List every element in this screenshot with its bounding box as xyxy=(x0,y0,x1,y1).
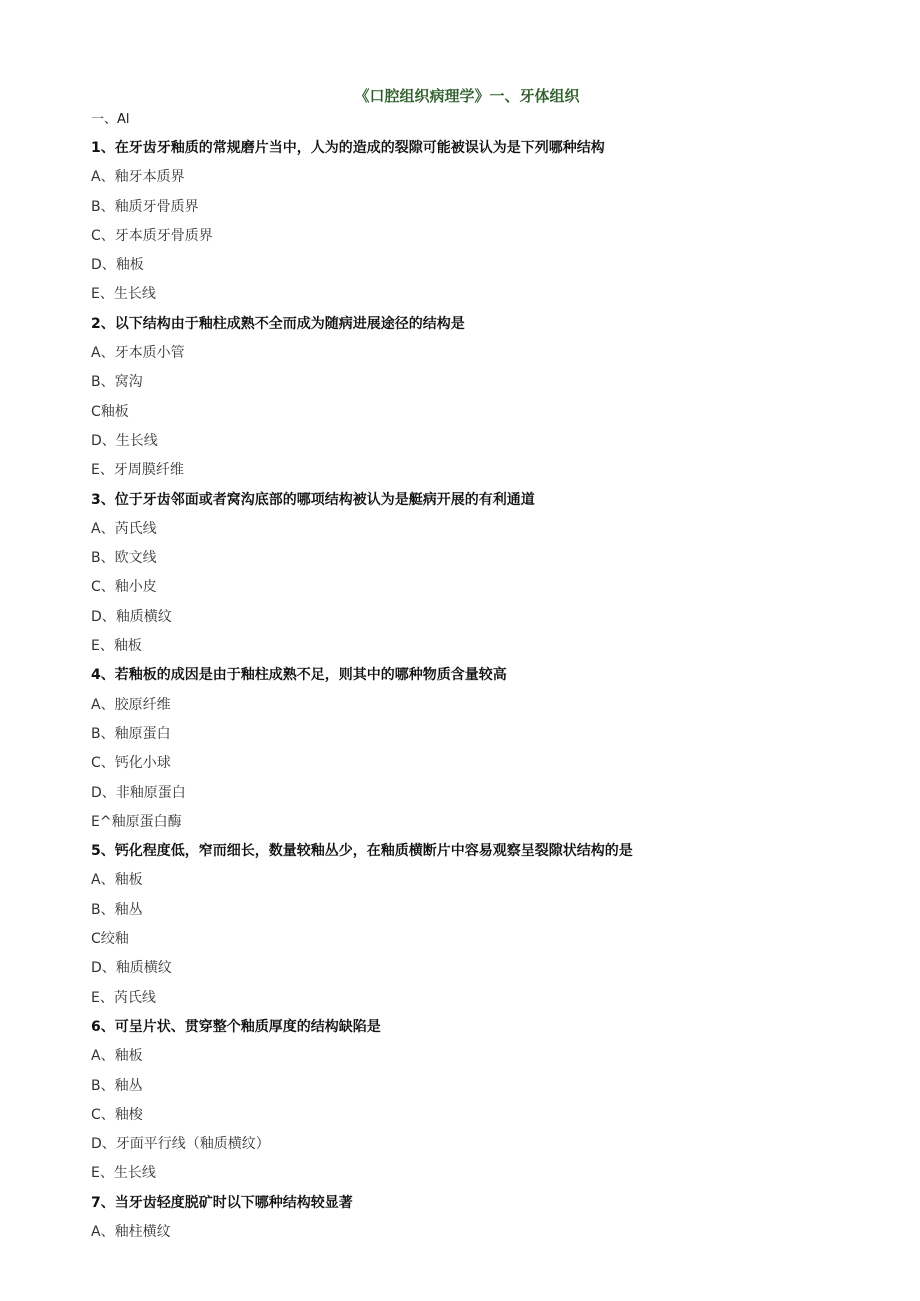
question-text: 7、当牙齿轻度脱矿时以下哪种结构较显著 xyxy=(91,1194,353,1211)
answer-option: E、生长线 xyxy=(91,286,156,303)
answer-option: D、牙面平行线（釉质横纹） xyxy=(91,1136,270,1153)
answer-option: B、釉丛 xyxy=(91,1077,143,1094)
answer-option: E、生长线 xyxy=(91,1165,156,1182)
answer-option: B、釉质牙骨质界 xyxy=(91,198,199,215)
question-text: 4、若釉板的成因是由于釉柱成熟不足，则其中的哪种物质含量较高 xyxy=(91,667,507,684)
answer-option: C绞釉 xyxy=(91,931,129,948)
answer-option: B、釉原蛋白 xyxy=(91,725,171,742)
answer-option: A、芮氏线 xyxy=(91,520,157,537)
answer-option: D、非釉原蛋白 xyxy=(91,784,186,801)
question-text: 3、位于牙齿邻面或者窝沟底部的哪项结构被认为是艇病开展的有利通道 xyxy=(91,491,535,508)
answer-option: C、牙本质牙骨质界 xyxy=(91,227,213,244)
answer-option: B、窝沟 xyxy=(91,374,143,391)
answer-option: A、釉板 xyxy=(91,1048,143,1065)
answer-option: C、釉小皮 xyxy=(91,579,157,596)
answer-option: A、釉柱横纹 xyxy=(91,1223,171,1240)
question-text: 2、以下结构由于釉柱成熟不全而成为随病进展途径的结构是 xyxy=(91,315,465,332)
answer-option: C、钙化小球 xyxy=(91,755,171,772)
document-title: 《口腔组织病理学》一、牙体组织 xyxy=(354,87,580,105)
answer-option: E、芮氏线 xyxy=(91,989,156,1006)
answer-option: C釉板 xyxy=(91,403,129,420)
answer-option: A、釉牙本质界 xyxy=(91,169,185,186)
answer-option: D、釉质横纹 xyxy=(91,608,172,625)
answer-option: C、釉梭 xyxy=(91,1106,143,1123)
answer-option: E、釉板 xyxy=(91,638,142,655)
answer-option: E^釉原蛋白酶 xyxy=(91,813,182,830)
answer-option: D、釉板 xyxy=(91,257,144,274)
answer-option: E、牙周膜纤维 xyxy=(91,462,184,479)
answer-option: A、牙本质小管 xyxy=(91,345,185,362)
answer-option: B、釉丛 xyxy=(91,901,143,918)
section-heading: 一、Al xyxy=(91,112,130,127)
answer-option: D、釉质横纹 xyxy=(91,960,172,977)
question-list xyxy=(91,137,891,1250)
answer-option: A、釉板 xyxy=(91,872,143,889)
answer-option: D、生长线 xyxy=(91,432,158,449)
question-text: 6、可呈片状、贯穿整个釉质厚度的结构缺陷是 xyxy=(91,1018,381,1035)
answer-option: B、欧文线 xyxy=(91,550,157,567)
question-text: 5、钙化程度低，窄而细长，数量较釉丛少，在釉质横断片中容易观察呈裂隙状结构的是 xyxy=(91,843,633,860)
answer-option: A、胶原纤维 xyxy=(91,696,171,713)
question-text: 1、在牙齿牙釉质的常规磨片当中，人为的造成的裂隙可能被误认为是下列哪种结构 xyxy=(91,140,605,156)
